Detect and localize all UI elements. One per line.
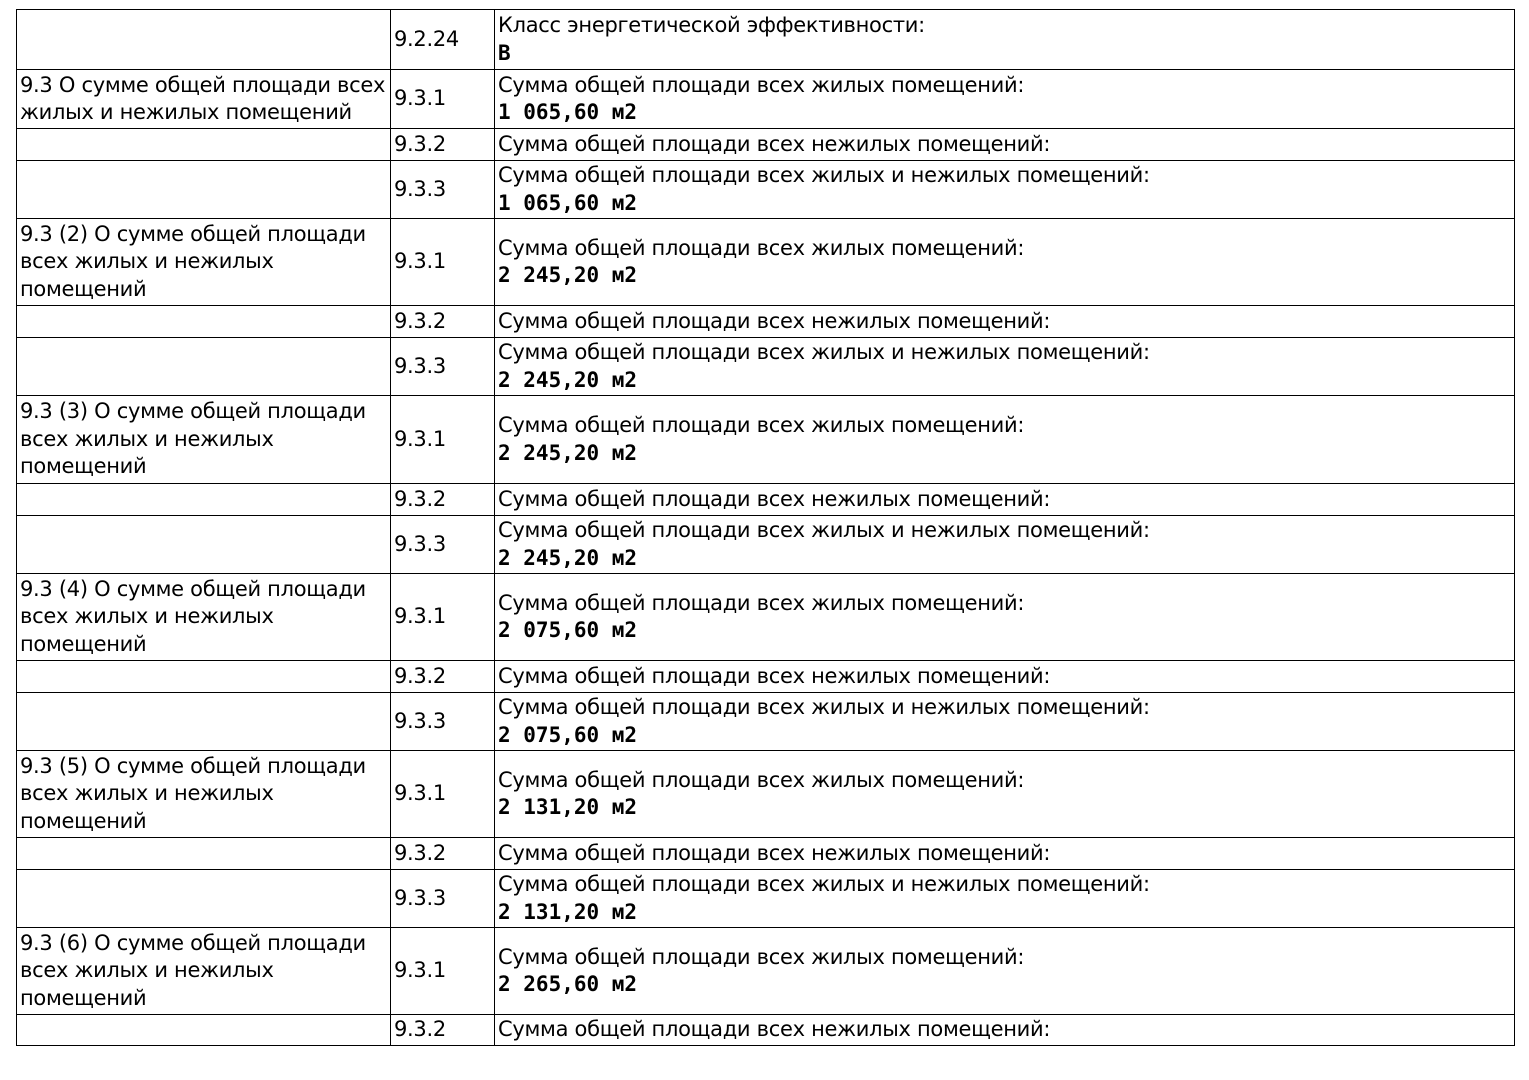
item-code-cell: 9.3.3 xyxy=(391,870,495,928)
section-title-cell xyxy=(17,10,391,70)
item-label: Сумма общей площади всех нежилых помещений: xyxy=(498,131,1051,156)
item-label: Сумма общей площади всех жилых и нежилых помещений: xyxy=(498,518,1150,542)
item-label: Сумма общей площади всех жилых и нежилых помещений: xyxy=(498,872,1150,896)
declaration-table xyxy=(16,9,1515,1046)
item-content-cell xyxy=(495,396,1515,484)
table-row xyxy=(17,396,1515,484)
table-row xyxy=(17,870,1515,928)
item-content-cell xyxy=(495,751,1515,838)
item-label: Сумма общей площади всех жилых помещений: xyxy=(498,413,1025,437)
section-title-cell xyxy=(17,161,391,219)
item-label: Класс энергетической эффективности: xyxy=(498,13,925,37)
table-row xyxy=(17,338,1515,396)
table-row xyxy=(17,516,1515,574)
item-label: Сумма общей площади всех жилых помещений: xyxy=(498,590,1025,615)
item-content-cell xyxy=(495,516,1515,574)
item-value: 2 245,20 м2 xyxy=(498,545,638,570)
item-code-cell: 9.3.2 xyxy=(391,838,495,870)
item-label: Сумма общей площади всех нежилых помещений: xyxy=(498,1017,1051,1042)
item-code-cell: 9.3.1 xyxy=(391,396,495,484)
item-value: 2 131,20 м2 xyxy=(498,899,638,924)
item-content-cell xyxy=(495,870,1515,928)
table-row xyxy=(17,693,1515,751)
item-label: Сумма общей площади всех нежилых помещений: xyxy=(498,663,1051,688)
item-code-cell: 9.3.3 xyxy=(391,693,495,751)
table-row xyxy=(17,928,1515,1015)
table-row xyxy=(17,838,1515,870)
item-code-cell: 9.3.1 xyxy=(391,219,495,306)
item-label: Сумма общей площади всех нежилых помещений: xyxy=(498,308,1051,333)
item-content-cell xyxy=(495,161,1515,219)
item-content-cell xyxy=(495,129,1515,161)
item-label: Сумма общей площади всех жилых и нежилых помещений: xyxy=(498,695,1150,719)
item-value: 2 075,60 м2 xyxy=(498,618,638,642)
table-row xyxy=(17,574,1515,661)
section-title-cell xyxy=(17,516,391,574)
item-content-cell xyxy=(495,838,1515,870)
section-title-cell: 9.3 (3) О сумме общей площади всех жилых и нежилых помещений xyxy=(17,396,391,484)
item-value: 1 065,60 м2 xyxy=(498,100,638,124)
item-content-cell xyxy=(495,928,1515,1015)
table-row xyxy=(17,484,1515,516)
section-title-cell xyxy=(17,484,391,516)
item-code-cell: 9.3.1 xyxy=(391,928,495,1015)
item-code-cell: 9.3.2 xyxy=(391,484,495,516)
item-code-cell: 9.3.3 xyxy=(391,338,495,396)
item-code-cell: 9.2.24 xyxy=(391,10,495,70)
item-content-cell xyxy=(495,484,1515,516)
item-content-cell xyxy=(495,693,1515,751)
table-row xyxy=(17,306,1515,338)
section-title-cell xyxy=(17,338,391,396)
section-title-cell xyxy=(17,306,391,338)
item-content-cell xyxy=(495,10,1515,70)
table-body xyxy=(17,10,1515,1046)
section-title-cell: 9.3 (5) О сумме общей площади всех жилых и нежилых помещений xyxy=(17,751,391,838)
table-row xyxy=(17,219,1515,306)
section-title-cell: 9.3 (4) О сумме общей площади всех жилых и нежилых помещений xyxy=(17,574,391,661)
item-value: 1 065,60 м2 xyxy=(498,190,638,215)
item-value: 2 245,20 м2 xyxy=(498,263,638,287)
table-row xyxy=(17,661,1515,693)
item-value: 2 245,20 м2 xyxy=(498,440,638,465)
item-label: Сумма общей площади всех жилых и нежилых помещений: xyxy=(498,340,1150,364)
item-code-cell: 9.3.2 xyxy=(391,306,495,338)
item-content-cell xyxy=(495,338,1515,396)
section-title-cell: 9.3 О сумме общей площади всех жилых и нежилых помещений xyxy=(17,70,391,129)
item-label: Сумма общей площади всех жилых помещений: xyxy=(498,767,1025,792)
item-value: 2 245,20 м2 xyxy=(498,367,638,392)
table-row xyxy=(17,1015,1515,1046)
item-label: Сумма общей площади всех нежилых помещений: xyxy=(498,486,1051,511)
item-label: Сумма общей площади всех жилых помещений: xyxy=(498,72,1025,97)
table-row xyxy=(17,10,1515,70)
table-row xyxy=(17,70,1515,129)
section-title-cell xyxy=(17,838,391,870)
section-title-cell: 9.3 (2) О сумме общей площади всех жилых и нежилых помещений xyxy=(17,219,391,306)
item-code-cell: 9.3.3 xyxy=(391,161,495,219)
item-code-cell: 9.3.2 xyxy=(391,1015,495,1046)
section-title-cell xyxy=(17,693,391,751)
item-code-cell: 9.3.1 xyxy=(391,70,495,129)
item-code-cell: 9.3.1 xyxy=(391,574,495,661)
item-code-cell: 9.3.2 xyxy=(391,661,495,693)
item-value: 2 131,20 м2 xyxy=(498,795,638,819)
section-title-cell xyxy=(17,870,391,928)
section-title-cell xyxy=(17,661,391,693)
table-row xyxy=(17,129,1515,161)
item-label: Сумма общей площади всех нежилых помещений: xyxy=(498,840,1051,865)
item-content-cell xyxy=(495,70,1515,129)
section-title-cell xyxy=(17,1015,391,1046)
table-row xyxy=(17,161,1515,219)
item-content-cell xyxy=(495,219,1515,306)
item-content-cell xyxy=(495,661,1515,693)
section-title-cell xyxy=(17,129,391,161)
item-code-cell: 9.3.1 xyxy=(391,751,495,838)
item-value: 2 265,60 м2 xyxy=(498,972,638,996)
item-content-cell xyxy=(495,306,1515,338)
item-content-cell xyxy=(495,574,1515,661)
table-row xyxy=(17,751,1515,838)
item-value: 2 075,60 м2 xyxy=(498,722,638,747)
item-label: Сумма общей площади всех жилых и нежилых помещений: xyxy=(498,163,1150,187)
item-value: B xyxy=(498,40,511,65)
item-content-cell xyxy=(495,1015,1515,1046)
item-code-cell: 9.3.3 xyxy=(391,516,495,574)
section-title-cell: 9.3 (6) О сумме общей площади всех жилых и нежилых помещений xyxy=(17,928,391,1015)
item-code-cell: 9.3.2 xyxy=(391,129,495,161)
item-label: Сумма общей площади всех жилых помещений: xyxy=(498,235,1025,260)
item-label: Сумма общей площади всех жилых помещений: xyxy=(498,944,1025,969)
